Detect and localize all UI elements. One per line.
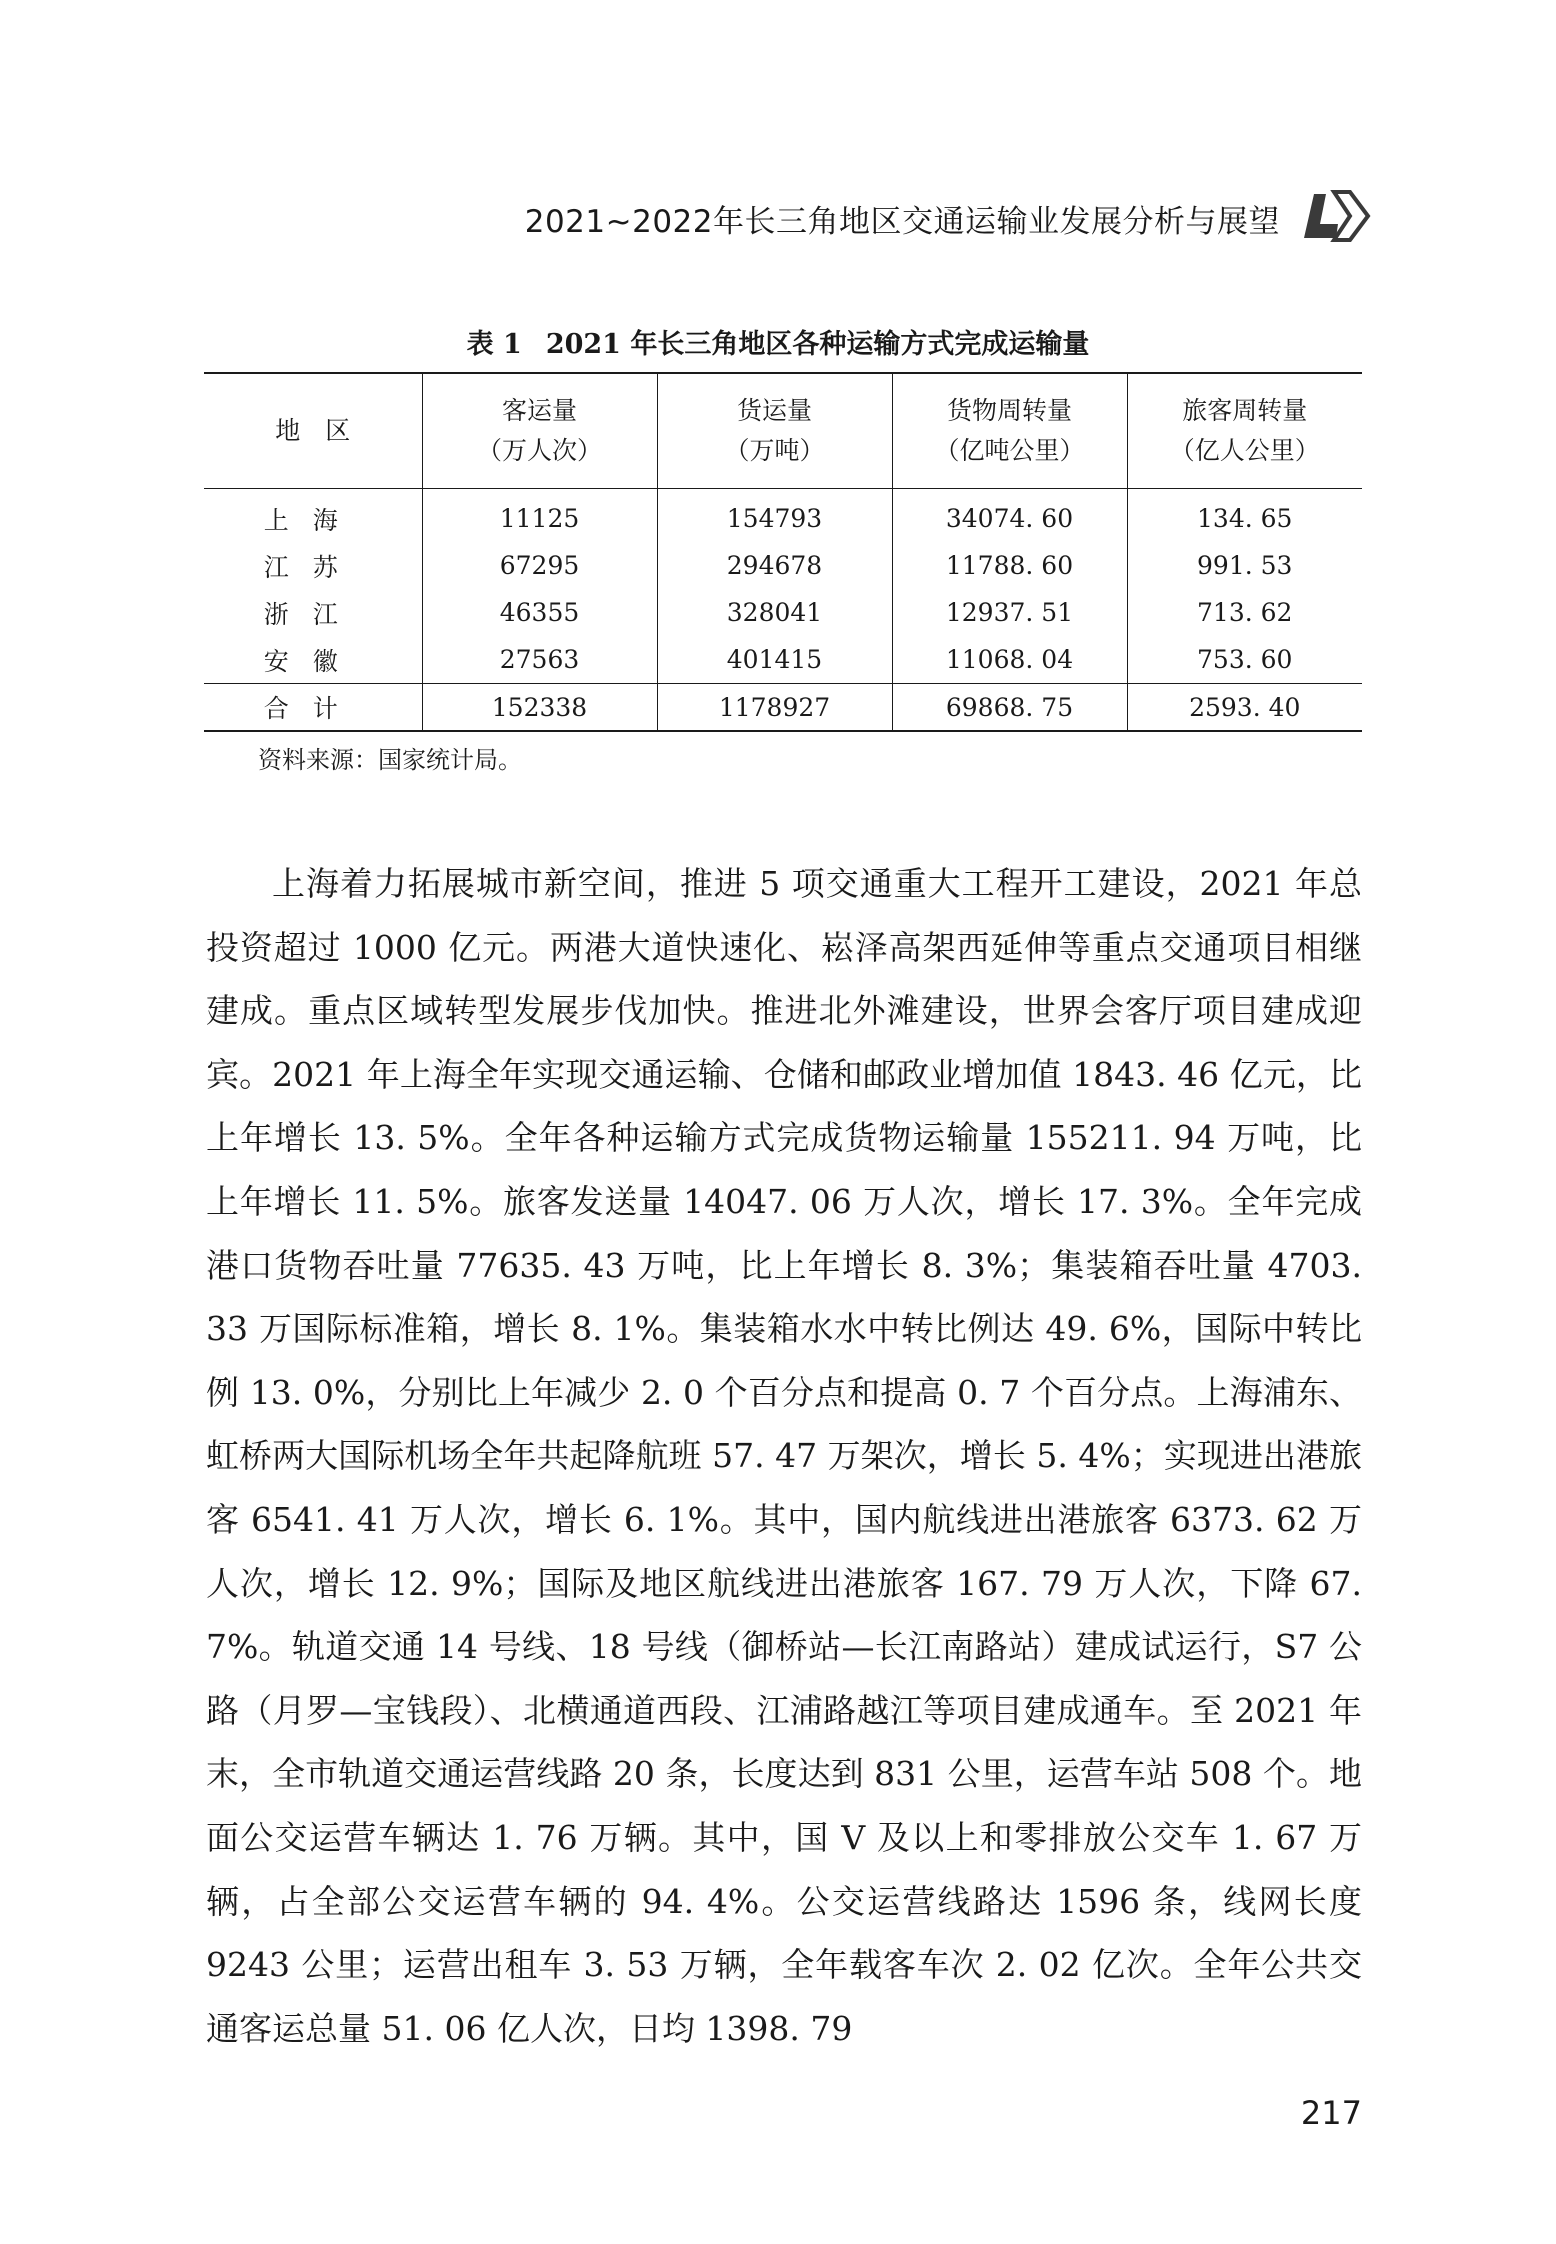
transport-volume-table: [204, 372, 1362, 732]
header-freight-turnover: 货物周转量 （亿吨公里）: [892, 373, 1127, 489]
cell: 154793: [657, 489, 892, 543]
table-row: [204, 542, 1362, 589]
cell: 401415: [657, 636, 892, 684]
cell: 67295: [422, 542, 657, 589]
table-source-note: 资料来源：国家统计局。: [258, 746, 522, 774]
chapter-arrow-mark-icon: [1300, 186, 1372, 246]
total-label: 合计: [204, 684, 422, 732]
table-total-row: [204, 684, 1362, 732]
header-region: 地 区: [204, 373, 422, 489]
cell: 328041: [657, 589, 892, 636]
page-number: 217: [1300, 2094, 1362, 2132]
running-head-title: 2021~2022年长三角地区交通运输业发展分析与展望: [524, 204, 1280, 240]
cell: 11068. 04: [892, 636, 1127, 684]
body-paragraph: 上海着力拓展城市新空间，推进 5 项交通重大工程开工建设，2021 年总投资超过 1000 亿元。两港大道快速化、崧泽高架西延伸等重点交通项目相继建成。重点区域转型发展步伐加快。推进北外滩建设，世界会客厅项目建成迎宾。2021 年上海全年实现交通运输、仓储和邮政业增加值 1843. 46 亿元，比上年增长 13. 5%。全年各种运输方式完成货物运输量 155211. 94 万吨，比上年增长 11. 5%。旅客发送量 14047. 06 万人次，增长 17. 3%。全年完成港口货物吞吐量 77635. 43 万吨，比上年增长 8. 3%；集装箱吞吐量 4703. 33 万国际标准箱，增长 8. 1%。集装箱水水中转比例达 49. 6%，国际中转比例 13. 0%，分别比上年减少 2. 0 个百分点和提高 0. 7 个百分点。上海浦东、虹桥两大国际机场全年共起降航班 57. 47 万架次，增长 5. 4%；实现进出港旅客 6541. 41 万人次，增长 6. 1%。其中，国内航线进出港旅客 6373. 62 万人次，增长 12. 9%；国际及地区航线进出港旅客 167. 79 万人次，下降 67. 7%。轨道交通 14 号线、18 号线（御桥站—长江南路站）建成试运行，S7 公路（月罗—宝钱段）、北横通道西段、江浦路越江等项目建成通车。至 2021 年末，全市轨道交通运营线路 20 条，长度达到 831 公里，运营车站 508 个。地面公交运营车辆达 1. 76 万辆。其中，国 V 及以上和零排放公交车 1. 67 万辆，占全部公交运营车辆的 94. 4%。公交运营线路达 1596 条，线网长度 9243 公里；运营出租车 3. 53 万辆，全年载客车次 2. 02 亿次。全年公共交通客运总量 51. 06 亿人次，日均 1398. 79: [206, 864, 1362, 2048]
cell: 753. 60: [1127, 636, 1362, 684]
cell: 34074. 60: [892, 489, 1127, 543]
cell: 11125: [422, 489, 657, 543]
cell: 46355: [422, 589, 657, 636]
row-region: 上海: [263, 505, 362, 535]
cell: 294678: [657, 542, 892, 589]
cell: 12937. 51: [892, 589, 1127, 636]
total-cell: 2593. 40: [1127, 684, 1362, 732]
table-row: [204, 636, 1362, 684]
row-region: 浙江: [263, 599, 362, 629]
header-passenger-turnover: 旅客周转量 （亿人公里）: [1127, 373, 1362, 489]
cell: 134. 65: [1127, 489, 1362, 543]
cell: 991. 53: [1127, 542, 1362, 589]
table-number: 表 1: [466, 329, 522, 360]
cell: 11788. 60: [892, 542, 1127, 589]
table-title: 2021 年长三角地区各种运输方式完成运输量: [545, 329, 1090, 360]
cell: 27563: [422, 636, 657, 684]
header-passenger-volume: 客运量 （万人次）: [422, 373, 657, 489]
row-region: 安徽: [263, 646, 362, 676]
header-freight-volume: 货运量 （万吨）: [657, 373, 892, 489]
table-caption: [0, 322, 1556, 361]
total-cell: 152338: [422, 684, 657, 732]
cell: 713. 62: [1127, 589, 1362, 636]
table-row: [204, 489, 1362, 543]
total-cell: 1178927: [657, 684, 892, 732]
table-header-row: [204, 373, 1362, 489]
row-region: 江苏: [263, 552, 362, 582]
table-row: [204, 589, 1362, 636]
total-cell: 69868. 75: [892, 684, 1127, 732]
